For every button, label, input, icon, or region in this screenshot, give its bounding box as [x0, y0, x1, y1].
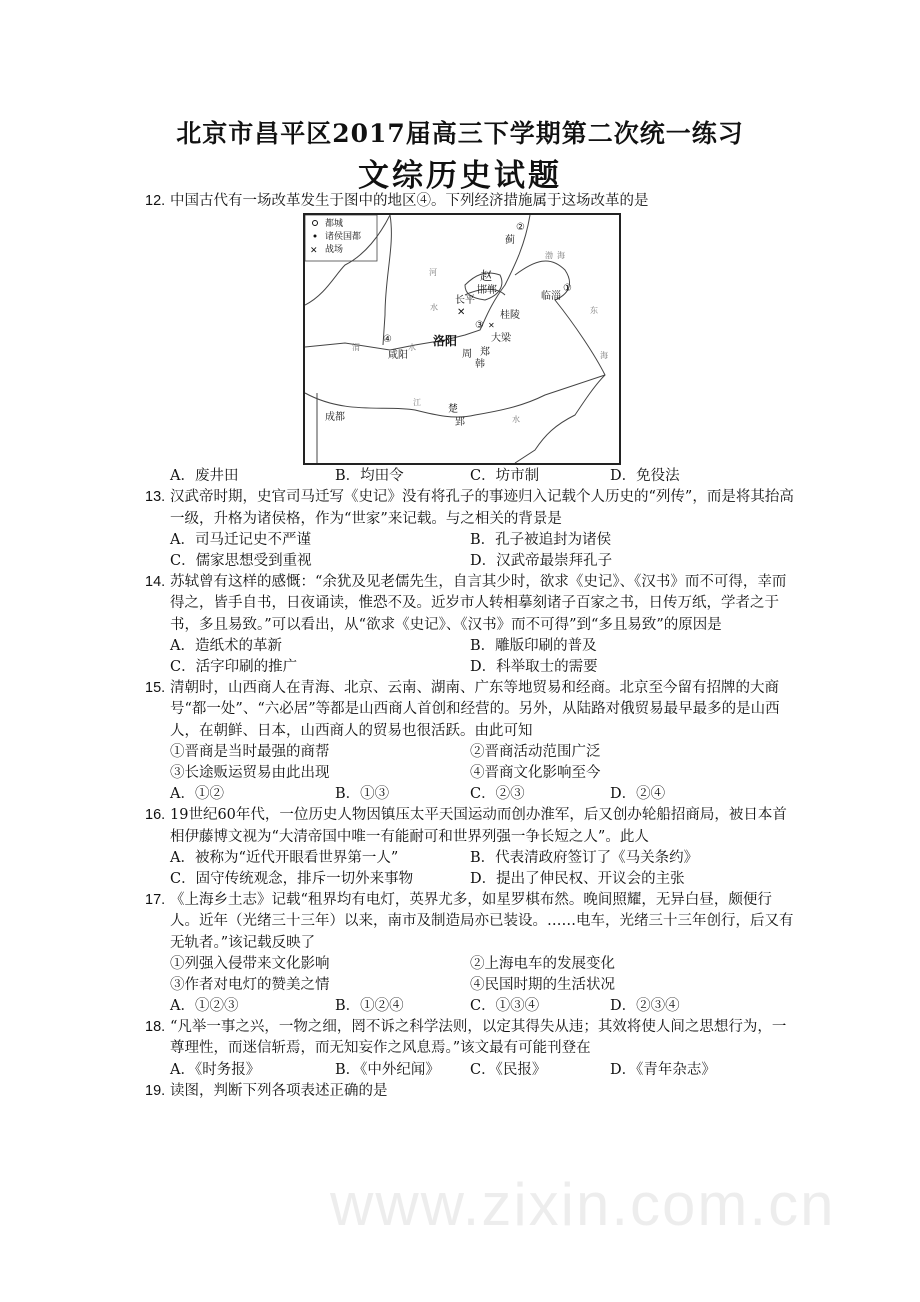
statement-2: ②上海电车的发展变化	[470, 955, 615, 972]
question-number: 15.	[145, 680, 166, 697]
watermark: www.zixin.com.cn	[330, 1171, 836, 1238]
label-daliang: 大梁	[491, 333, 511, 345]
option-c[interactable]: C．《民报》	[470, 1061, 547, 1078]
label-han: 韩	[475, 359, 485, 371]
statement-4: ④晋商文化影响至今	[470, 764, 601, 781]
option-d[interactable]: D．②③④	[610, 998, 680, 1015]
option-c[interactable]: C．固守传统观念，排斥一切外来事物	[170, 870, 414, 887]
label-xianyang: 咸阳	[388, 350, 408, 362]
svg-text:水: 水	[512, 415, 520, 425]
legend-capital: 都城	[325, 219, 344, 230]
svg-text:渤: 渤	[545, 251, 553, 261]
statement-4: ④民国时期的生活状况	[470, 976, 615, 993]
question-number: 14.	[145, 574, 166, 591]
question-text: 中国古代有一场改革发生于图中的地区④。下列经济措施属于这场改革的是	[170, 193, 649, 209]
question-text: 汉武帝时期，史官司马迁写《史记》没有将孔子的事迹归入记载个人历史的“列传”，而是将其抬高一级，升格为诸侯格，作为“世家”来记载。与之相关的背景是	[170, 489, 794, 527]
items-17-row1	[145, 954, 795, 975]
items-15-row1	[145, 742, 795, 763]
option-d[interactable]: D．《青年杂志》	[610, 1061, 716, 1078]
warring-states-map	[303, 213, 621, 465]
marker-3: ③	[475, 320, 484, 332]
legend-vassal-capital: 诸侯国都	[325, 232, 362, 243]
option-b[interactable]: B．均田令	[335, 468, 404, 485]
question-list	[145, 191, 795, 1102]
statement-1: ①晋商是当时最强的商帮	[170, 743, 330, 760]
option-d[interactable]: D．提出了伸民权、开议会的主张	[470, 870, 685, 887]
option-a[interactable]: A．废井田	[170, 468, 239, 485]
option-a[interactable]: A．造纸术的革新	[170, 637, 282, 654]
options-13-row2	[145, 551, 795, 572]
options-14-row1	[145, 636, 795, 657]
option-d[interactable]: D．②④	[610, 786, 666, 803]
options-13-row1	[145, 530, 795, 551]
question-text: “凡举一事之兴，一物之细，罔不诉之科学法则，以定其得失从违；其效将使人间之思想行为，一尊理性，而迷信斩焉，而无知妄作之风息焉。”该文最有可能刊登在	[170, 1019, 787, 1057]
option-c[interactable]: C．活字印刷的推广	[170, 658, 298, 675]
svg-text:水: 水	[430, 303, 438, 313]
label-zhou: 周	[462, 349, 472, 361]
question-number: 13.	[145, 489, 166, 506]
svg-text:江: 江	[413, 398, 421, 408]
exam-title: 北京市昌平区2017届高三下学期第二次统一练习	[176, 119, 744, 148]
option-c[interactable]: C．儒家思想受到重视	[170, 552, 312, 569]
label-linzi: 临淄	[541, 291, 561, 303]
legend-battlefield: 战场	[325, 245, 344, 256]
items-15-row2	[145, 763, 795, 784]
options-17	[145, 996, 795, 1017]
question-number: 18.	[145, 1019, 166, 1036]
options-15	[145, 784, 795, 805]
question-19	[145, 1081, 795, 1102]
option-a[interactable]: A．司马迁记史不严谨	[170, 531, 311, 548]
label-chengdu: 成都	[325, 412, 345, 424]
options-16-row2	[145, 869, 795, 890]
statement-3: ③作者对电灯的赞美之情	[170, 976, 330, 993]
statement-1: ①列强入侵带来文化影响	[170, 955, 330, 972]
option-c[interactable]: C．①③④	[470, 998, 540, 1015]
options-12	[145, 466, 795, 487]
question-14	[145, 572, 795, 636]
option-b[interactable]: B．①③	[335, 786, 390, 803]
option-c[interactable]: C．②③	[470, 786, 525, 803]
option-d[interactable]: D．科举取士的需要	[470, 658, 598, 675]
option-a[interactable]: A．《时务报》	[170, 1061, 261, 1078]
label-zhao: 赵	[480, 269, 493, 284]
question-text: 读图，判断下列各项表述正确的是	[170, 1082, 388, 1099]
question-text: 苏轼曾有这样的感慨：“余犹及见老儒先生，自言其少时，欲求《史记》、《汉书》而不可得，幸而得之，皆手自书，日夜诵读，惟恐不及。近岁市人转相摹刻诸子百家之书，日传万纸，学者之于书，多且易致。”可以看出，从“欲求《史记》、《汉书》而不可得”到“多且易致”的原因是	[170, 574, 787, 633]
label-ji: 蓟	[505, 235, 515, 247]
options-16-row1	[145, 848, 795, 869]
option-d[interactable]: D．免役法	[610, 468, 680, 485]
label-ying: 郢	[455, 417, 465, 429]
option-b[interactable]: B．雕版印刷的普及	[470, 637, 597, 654]
question-text: 清朝时，山西商人在青海、北京、云南、湖南、广东等地贸易和经商。北京至今留有招牌的大商号“都一处”、“六必居”等都是山西商人首创和经营的。另外，从陆路对俄贸易最早最多的是山西人，在朝鲜、日本，山西商人的贸易也很活跃。由此可知	[170, 680, 780, 739]
question-16	[145, 805, 795, 847]
marker-4: ④	[383, 334, 392, 346]
question-18	[145, 1017, 795, 1059]
battlefield-icon: ✕	[310, 246, 318, 257]
battlefield-changping: ✕	[457, 307, 466, 319]
question-number: 12.	[145, 193, 166, 209]
question-number: 19.	[145, 1082, 166, 1099]
svg-text:东: 东	[590, 306, 598, 316]
question-13	[145, 487, 795, 529]
question-text: 19世纪60年代，一位历史人物因镇压太平天国运动而创办淮军，后又创办轮船招商局，被日本首相伊藤博文视为“大清帝国中唯一有能耐可和世界列强一争长短之人”。此人	[170, 807, 787, 845]
question-number: 16.	[145, 807, 166, 824]
question-text: 《上海乡土志》记载“租界均有电灯，英界尤多，如星罗棋布然。晚间照耀，无异白昼，颇便行人。近年（光绪三十三年）以来，南市及制造局亦已装设。……电车，光绪三十三年创行，后又有无轨者。”该记载反映了	[170, 892, 794, 951]
question-17	[145, 890, 795, 954]
option-b[interactable]: B．《中外纪闻》	[335, 1061, 440, 1078]
label-luoyang: 洛阳	[433, 334, 458, 349]
battlefield-guiling: ✕	[488, 321, 495, 331]
svg-text:渭: 渭	[352, 343, 360, 353]
svg-text:河: 河	[429, 268, 437, 278]
option-b[interactable]: B．孔子被追封为诸侯	[470, 531, 612, 548]
options-18	[145, 1060, 795, 1081]
statement-2: ②晋商活动范围广泛	[470, 743, 601, 760]
label-changping: 长平	[455, 295, 475, 307]
option-c[interactable]: C．坊市制	[470, 468, 540, 485]
label-zheng: 郑	[480, 347, 490, 359]
items-17-row2	[145, 975, 795, 996]
option-b[interactable]: B．代表清政府签订了《马关条约》	[470, 849, 699, 866]
label-handan: 邯郸	[477, 285, 497, 297]
statement-3: ③长途贩运贸易由此出现	[170, 764, 330, 781]
svg-text:水: 水	[408, 343, 416, 353]
marker-1: ①	[563, 283, 572, 295]
label-guiling: 桂陵	[500, 310, 520, 322]
option-a[interactable]: A．被称为“近代开眼看世界第一人”	[170, 849, 399, 866]
option-d[interactable]: D．汉武帝最崇拜孔子	[470, 552, 613, 569]
options-14-row2	[145, 657, 795, 678]
option-a[interactable]: A．①②③	[170, 998, 239, 1015]
question-15	[145, 678, 795, 742]
option-b[interactable]: B．①②④	[335, 998, 404, 1015]
marker-2: ②	[516, 222, 525, 234]
question-12	[145, 191, 795, 212]
question-number: 17.	[145, 892, 166, 909]
label-chu: 楚	[448, 404, 458, 416]
exam-subtitle: 文综历史试题	[358, 158, 562, 194]
svg-text:海: 海	[600, 351, 608, 361]
option-a[interactable]: A．①②	[170, 786, 224, 803]
svg-text:海: 海	[557, 251, 565, 261]
